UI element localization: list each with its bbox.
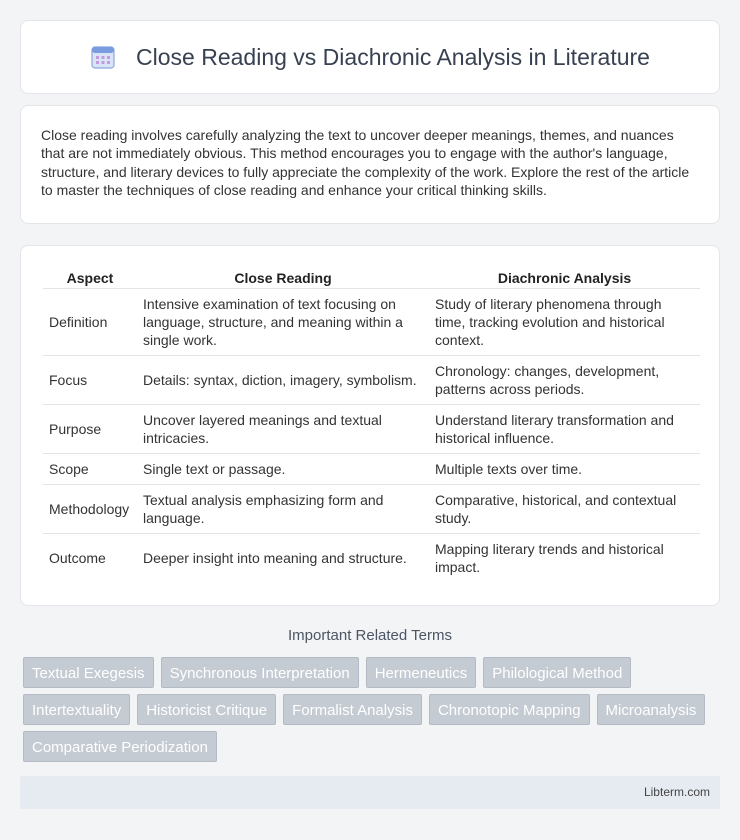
row-diachronic: Comparative, historical, and contextual study. — [429, 485, 700, 534]
row-aspect: Methodology — [43, 485, 137, 534]
footer — [20, 776, 720, 809]
table-row — [43, 485, 700, 534]
header-aspect: Aspect — [43, 268, 137, 289]
table-row — [43, 405, 700, 454]
intro-text: Close reading involves carefully analyzing the text to uncover deeper meanings, themes, and nuances that are not immediately obvious. This method encourages you to engage with the author's language, structure, and literary devices to fully appreciate the complexity of the work. Explore the rest of the article to master the techniques of close reading and enhance your critical thinking skills. — [41, 127, 690, 199]
header-close-reading: Close Reading — [137, 268, 429, 289]
row-diachronic: Chronology: changes, development, patterns across periods. — [429, 356, 700, 405]
row-close-reading: Deeper insight into meaning and structure. — [137, 534, 429, 583]
footer-site-link[interactable]: Libterm.com — [643, 785, 710, 799]
page-title: Close Reading vs Diachronic Analysis in Literature — [136, 43, 650, 70]
row-close-reading: Uncover layered meanings and textual intricacies. — [137, 405, 429, 454]
related-terms-title: Important Related Terms — [288, 627, 452, 644]
row-close-reading: Single text or passage. — [137, 454, 429, 485]
row-diachronic: Study of literary phenomena through time, tracking evolution and historical context. — [429, 289, 700, 356]
calendar-icon — [90, 44, 116, 70]
tag-hermeneutics[interactable]: Hermeneutics — [366, 657, 477, 688]
table-row — [43, 534, 700, 583]
tag-synchronous-interpretation[interactable]: Synchronous Interpretation — [161, 657, 359, 688]
row-aspect: Focus — [43, 356, 137, 405]
tag-textual-exegesis[interactable]: Textual Exegesis — [23, 657, 154, 688]
tag-philological-method[interactable]: Philological Method — [483, 657, 631, 688]
related-terms-list — [23, 657, 723, 768]
comparison-table — [43, 268, 700, 583]
table-row — [43, 454, 700, 485]
row-diachronic: Multiple texts over time. — [429, 454, 700, 485]
tag-intertextuality[interactable]: Intertextuality — [23, 694, 130, 725]
header-diachronic-analysis: Diachronic Analysis — [429, 268, 700, 289]
intro-card — [20, 105, 720, 224]
row-diachronic: Mapping literary trends and historical impact. — [429, 534, 700, 583]
table-row — [43, 356, 700, 405]
row-close-reading: Textual analysis emphasizing form and language. — [137, 485, 429, 534]
row-aspect: Purpose — [43, 405, 137, 454]
table-row — [43, 289, 700, 356]
tag-historicist-critique[interactable]: Historicist Critique — [137, 694, 276, 725]
row-close-reading: Details: syntax, diction, imagery, symbolism. — [137, 356, 429, 405]
row-diachronic: Understand literary transformation and historical influence. — [429, 405, 700, 454]
tag-comparative-periodization[interactable]: Comparative Periodization — [23, 731, 217, 762]
row-aspect: Scope — [43, 454, 137, 485]
tag-microanalysis[interactable]: Microanalysis — [597, 694, 706, 725]
table-header-row — [43, 268, 700, 289]
tag-formalist-analysis[interactable]: Formalist Analysis — [283, 694, 422, 725]
row-aspect: Definition — [43, 289, 137, 356]
row-aspect: Outcome — [43, 534, 137, 583]
comparison-card — [20, 245, 720, 606]
tag-chronotopic-mapping[interactable]: Chronotopic Mapping — [429, 694, 590, 725]
title-card — [20, 20, 720, 94]
row-close-reading: Intensive examination of text focusing on language, structure, and meaning within a single work. — [137, 289, 429, 356]
